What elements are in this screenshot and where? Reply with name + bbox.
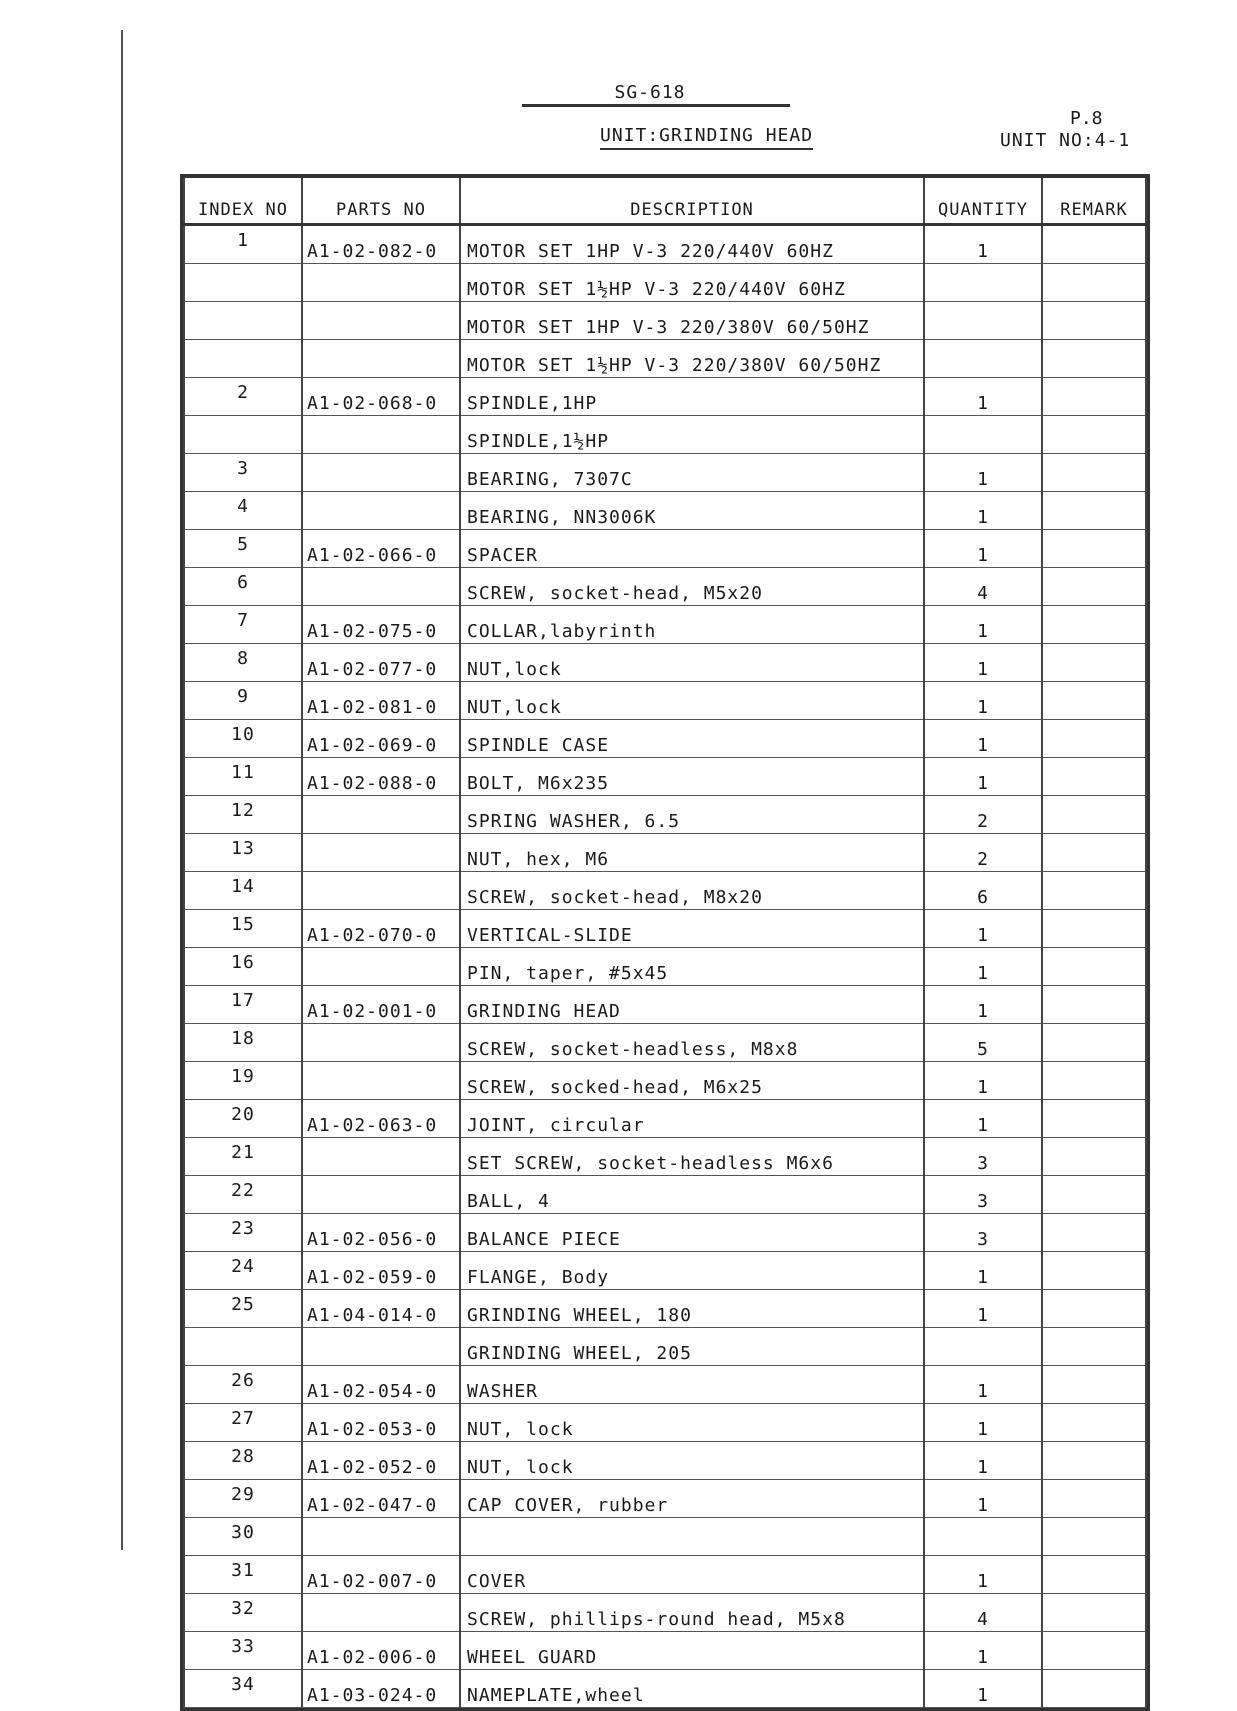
- column-header-index: INDEX NO: [184, 178, 302, 225]
- table-row: [184, 796, 1146, 834]
- quantity-cell: [924, 340, 1042, 378]
- unit-number: UNIT NO:4-1: [1000, 130, 1131, 151]
- parts-no-cell: A1-02-047-0: [302, 1480, 460, 1518]
- table-row: [184, 1100, 1146, 1138]
- parts-no-cell: A1-02-054-0: [302, 1366, 460, 1404]
- table-row: [184, 1176, 1146, 1214]
- remark-cell: [1042, 1176, 1146, 1214]
- description-cell: COLLAR,labyrinth: [460, 606, 924, 644]
- index-cell: 7: [184, 606, 302, 644]
- index-cell: 4: [184, 492, 302, 530]
- index-cell: 1: [184, 225, 302, 264]
- remark-cell: [1042, 1594, 1146, 1632]
- table-row: [184, 1252, 1146, 1290]
- description-cell: NAMEPLATE,wheel: [460, 1670, 924, 1708]
- parts-no-cell: [302, 834, 460, 872]
- index-cell: 12: [184, 796, 302, 834]
- index-cell: 33: [184, 1632, 302, 1670]
- index-cell: 13: [184, 834, 302, 872]
- remark-cell: [1042, 1442, 1146, 1480]
- table-row: [184, 834, 1146, 872]
- table-row: [184, 1670, 1146, 1708]
- description-cell: JOINT, circular: [460, 1100, 924, 1138]
- quantity-cell: 1: [924, 682, 1042, 720]
- remark-cell: [1042, 1062, 1146, 1100]
- parts-no-cell: A1-02-007-0: [302, 1556, 460, 1594]
- table-row: [184, 1366, 1146, 1404]
- table-row: [184, 416, 1146, 454]
- table-row: [184, 454, 1146, 492]
- remark-cell: [1042, 758, 1146, 796]
- table-row: [184, 872, 1146, 910]
- remark-cell: [1042, 1100, 1146, 1138]
- index-cell: 3: [184, 454, 302, 492]
- parts-no-cell: A1-02-056-0: [302, 1214, 460, 1252]
- unit-title: UNIT:GRINDING HEAD: [600, 125, 813, 150]
- quantity-cell: 4: [924, 568, 1042, 606]
- description-cell: NUT,lock: [460, 682, 924, 720]
- column-header-parts: PARTS NO: [302, 178, 460, 225]
- table-row: [184, 1214, 1146, 1252]
- index-cell: 32: [184, 1594, 302, 1632]
- table-row: [184, 720, 1146, 758]
- quantity-cell: 1: [924, 1670, 1042, 1708]
- table-row: [184, 682, 1146, 720]
- quantity-cell: 1: [924, 644, 1042, 682]
- remark-cell: [1042, 1556, 1146, 1594]
- parts-no-cell: [302, 796, 460, 834]
- description-cell: COVER: [460, 1556, 924, 1594]
- index-cell: [184, 302, 302, 340]
- column-header-description: DESCRIPTION: [460, 178, 924, 225]
- index-cell: 29: [184, 1480, 302, 1518]
- description-cell: SCREW, socket-head, M5x20: [460, 568, 924, 606]
- quantity-cell: 1: [924, 378, 1042, 416]
- index-cell: 30: [184, 1518, 302, 1556]
- description-cell: SCREW, socket-head, M8x20: [460, 872, 924, 910]
- remark-cell: [1042, 225, 1146, 264]
- table-row: [184, 568, 1146, 606]
- remark-cell: [1042, 606, 1146, 644]
- quantity-cell: 1: [924, 1480, 1042, 1518]
- index-cell: 10: [184, 720, 302, 758]
- parts-no-cell: [302, 948, 460, 986]
- remark-cell: [1042, 264, 1146, 302]
- index-cell: 25: [184, 1290, 302, 1328]
- remark-cell: [1042, 986, 1146, 1024]
- parts-no-cell: [302, 1062, 460, 1100]
- index-cell: 27: [184, 1404, 302, 1442]
- index-cell: 21: [184, 1138, 302, 1176]
- parts-no-cell: A1-04-014-0: [302, 1290, 460, 1328]
- description-cell: SCREW, phillips-round head, M5x8: [460, 1594, 924, 1632]
- description-cell: [460, 1518, 924, 1556]
- quantity-cell: 1: [924, 1062, 1042, 1100]
- quantity-cell: 3: [924, 1214, 1042, 1252]
- table-row: [184, 1290, 1146, 1328]
- remark-cell: [1042, 1480, 1146, 1518]
- quantity-cell: 1: [924, 986, 1042, 1024]
- quantity-cell: 1: [924, 606, 1042, 644]
- document-code-rule: [522, 104, 790, 107]
- index-cell: 24: [184, 1252, 302, 1290]
- index-cell: 15: [184, 910, 302, 948]
- quantity-cell: 1: [924, 910, 1042, 948]
- index-cell: 34: [184, 1670, 302, 1708]
- description-cell: BALL, 4: [460, 1176, 924, 1214]
- quantity-cell: 3: [924, 1176, 1042, 1214]
- parts-no-cell: A1-02-069-0: [302, 720, 460, 758]
- quantity-cell: [924, 302, 1042, 340]
- description-cell: SPACER: [460, 530, 924, 568]
- remark-cell: [1042, 1366, 1146, 1404]
- index-cell: 9: [184, 682, 302, 720]
- quantity-cell: 6: [924, 872, 1042, 910]
- parts-no-cell: A1-02-081-0: [302, 682, 460, 720]
- parts-no-cell: A1-02-052-0: [302, 1442, 460, 1480]
- index-cell: 14: [184, 872, 302, 910]
- column-header-quantity: QUANTITY: [924, 178, 1042, 225]
- table-row: [184, 910, 1146, 948]
- quantity-cell: [924, 416, 1042, 454]
- quantity-cell: 1: [924, 1556, 1042, 1594]
- remark-cell: [1042, 1024, 1146, 1062]
- index-cell: [184, 1328, 302, 1366]
- parts-no-cell: [302, 340, 460, 378]
- index-cell: [184, 340, 302, 378]
- description-cell: MOTOR SET 1HP V-3 220/440V 60HZ: [460, 225, 924, 264]
- remark-cell: [1042, 948, 1146, 986]
- parts-no-cell: A1-02-066-0: [302, 530, 460, 568]
- table-row: [184, 948, 1146, 986]
- table-row: [184, 644, 1146, 682]
- quantity-cell: 1: [924, 1366, 1042, 1404]
- table-row: [184, 1556, 1146, 1594]
- remark-cell: [1042, 834, 1146, 872]
- quantity-cell: 1: [924, 758, 1042, 796]
- page-number: P.8: [1070, 108, 1103, 129]
- index-cell: 23: [184, 1214, 302, 1252]
- description-cell: SPINDLE CASE: [460, 720, 924, 758]
- parts-no-cell: [302, 264, 460, 302]
- table-row: [184, 302, 1146, 340]
- remark-cell: [1042, 1290, 1146, 1328]
- index-cell: 16: [184, 948, 302, 986]
- quantity-cell: 1: [924, 1290, 1042, 1328]
- parts-no-cell: [302, 1024, 460, 1062]
- index-cell: 8: [184, 644, 302, 682]
- quantity-cell: 1: [924, 1442, 1042, 1480]
- index-cell: 11: [184, 758, 302, 796]
- binding-margin-line: [121, 30, 123, 1550]
- parts-no-cell: A1-02-059-0: [302, 1252, 460, 1290]
- parts-no-cell: A1-03-024-0: [302, 1670, 460, 1708]
- remark-cell: [1042, 530, 1146, 568]
- parts-no-cell: [302, 1518, 460, 1556]
- table-row: [184, 986, 1146, 1024]
- parts-no-cell: [302, 1138, 460, 1176]
- remark-cell: [1042, 910, 1146, 948]
- parts-no-cell: [302, 492, 460, 530]
- description-cell: GRINDING WHEEL, 205: [460, 1328, 924, 1366]
- table-row: [184, 1518, 1146, 1556]
- description-cell: SPRING WASHER, 6.5: [460, 796, 924, 834]
- description-cell: BEARING, NN3006K: [460, 492, 924, 530]
- remark-cell: [1042, 1670, 1146, 1708]
- parts-no-cell: A1-02-077-0: [302, 644, 460, 682]
- quantity-cell: 2: [924, 796, 1042, 834]
- parts-table-body: [184, 225, 1146, 1708]
- quantity-cell: 1: [924, 720, 1042, 758]
- description-cell: VERTICAL-SLIDE: [460, 910, 924, 948]
- table-row: [184, 1404, 1146, 1442]
- description-cell: PIN, taper, #5x45: [460, 948, 924, 986]
- description-cell: SCREW, socket-headless, M8x8: [460, 1024, 924, 1062]
- index-cell: 22: [184, 1176, 302, 1214]
- description-cell: NUT,lock: [460, 644, 924, 682]
- index-cell: 31: [184, 1556, 302, 1594]
- quantity-cell: [924, 1328, 1042, 1366]
- description-cell: MOTOR SET 1½HP V-3 220/380V 60/50HZ: [460, 340, 924, 378]
- quantity-cell: 1: [924, 948, 1042, 986]
- index-cell: 19: [184, 1062, 302, 1100]
- parts-no-cell: A1-02-088-0: [302, 758, 460, 796]
- description-cell: WHEEL GUARD: [460, 1632, 924, 1670]
- parts-no-cell: [302, 1176, 460, 1214]
- table-row: [184, 492, 1146, 530]
- table-row: [184, 1062, 1146, 1100]
- description-cell: SPINDLE,1HP: [460, 378, 924, 416]
- remark-cell: [1042, 1518, 1146, 1556]
- remark-cell: [1042, 568, 1146, 606]
- table-row: [184, 530, 1146, 568]
- table-row: [184, 758, 1146, 796]
- parts-table: [180, 174, 1150, 1711]
- quantity-cell: 1: [924, 454, 1042, 492]
- remark-cell: [1042, 492, 1146, 530]
- description-cell: NUT, lock: [460, 1442, 924, 1480]
- parts-no-cell: [302, 1328, 460, 1366]
- description-cell: GRINDING HEAD: [460, 986, 924, 1024]
- quantity-cell: [924, 264, 1042, 302]
- remark-cell: [1042, 416, 1146, 454]
- parts-no-cell: [302, 454, 460, 492]
- remark-cell: [1042, 340, 1146, 378]
- remark-cell: [1042, 1328, 1146, 1366]
- parts-no-cell: [302, 416, 460, 454]
- quantity-cell: 1: [924, 225, 1042, 264]
- table-row: [184, 1632, 1146, 1670]
- quantity-cell: 3: [924, 1138, 1042, 1176]
- remark-cell: [1042, 1252, 1146, 1290]
- table-row: [184, 1442, 1146, 1480]
- index-cell: 26: [184, 1366, 302, 1404]
- index-cell: 17: [184, 986, 302, 1024]
- remark-cell: [1042, 720, 1146, 758]
- remark-cell: [1042, 796, 1146, 834]
- quantity-cell: 1: [924, 1632, 1042, 1670]
- parts-no-cell: [302, 1594, 460, 1632]
- quantity-cell: [924, 1518, 1042, 1556]
- index-cell: 18: [184, 1024, 302, 1062]
- parts-no-cell: A1-02-006-0: [302, 1632, 460, 1670]
- quantity-cell: 1: [924, 530, 1042, 568]
- table-row: [184, 264, 1146, 302]
- remark-cell: [1042, 302, 1146, 340]
- parts-no-cell: A1-02-068-0: [302, 378, 460, 416]
- remark-cell: [1042, 378, 1146, 416]
- remark-cell: [1042, 1138, 1146, 1176]
- column-header-remark: REMARK: [1042, 178, 1146, 225]
- parts-no-cell: A1-02-053-0: [302, 1404, 460, 1442]
- index-cell: 2: [184, 378, 302, 416]
- table-header-row: [184, 178, 1146, 225]
- parts-no-cell: [302, 872, 460, 910]
- remark-cell: [1042, 1214, 1146, 1252]
- table-row: [184, 1480, 1146, 1518]
- remark-cell: [1042, 454, 1146, 492]
- index-cell: 20: [184, 1100, 302, 1138]
- table-row: [184, 1328, 1146, 1366]
- remark-cell: [1042, 682, 1146, 720]
- quantity-cell: 1: [924, 1100, 1042, 1138]
- parts-no-cell: A1-02-063-0: [302, 1100, 460, 1138]
- description-cell: SET SCREW, socket-headless M6x6: [460, 1138, 924, 1176]
- table-row: [184, 1138, 1146, 1176]
- table-row: [184, 606, 1146, 644]
- remark-cell: [1042, 872, 1146, 910]
- document-code: SG-618: [614, 82, 686, 103]
- index-cell: [184, 416, 302, 454]
- description-cell: MOTOR SET 1½HP V-3 220/440V 60HZ: [460, 264, 924, 302]
- index-cell: [184, 264, 302, 302]
- quantity-cell: 2: [924, 834, 1042, 872]
- index-cell: 5: [184, 530, 302, 568]
- parts-no-cell: A1-02-001-0: [302, 986, 460, 1024]
- parts-no-cell: [302, 302, 460, 340]
- description-cell: BEARING, 7307C: [460, 454, 924, 492]
- index-cell: 28: [184, 1442, 302, 1480]
- parts-no-cell: A1-02-082-0: [302, 225, 460, 264]
- quantity-cell: 1: [924, 1252, 1042, 1290]
- parts-no-cell: [302, 568, 460, 606]
- table-row: [184, 1024, 1146, 1062]
- description-cell: NUT, hex, M6: [460, 834, 924, 872]
- description-cell: SCREW, socked-head, M6x25: [460, 1062, 924, 1100]
- table-row: [184, 378, 1146, 416]
- remark-cell: [1042, 644, 1146, 682]
- quantity-cell: 4: [924, 1594, 1042, 1632]
- index-cell: 6: [184, 568, 302, 606]
- description-cell: BOLT, M6x235: [460, 758, 924, 796]
- description-cell: NUT, lock: [460, 1404, 924, 1442]
- table-row: [184, 225, 1146, 264]
- description-cell: BALANCE PIECE: [460, 1214, 924, 1252]
- remark-cell: [1042, 1404, 1146, 1442]
- table-row: [184, 340, 1146, 378]
- description-cell: GRINDING WHEEL, 180: [460, 1290, 924, 1328]
- quantity-cell: 1: [924, 1404, 1042, 1442]
- remark-cell: [1042, 1632, 1146, 1670]
- description-cell: SPINDLE,1½HP: [460, 416, 924, 454]
- description-cell: CAP COVER, rubber: [460, 1480, 924, 1518]
- parts-no-cell: A1-02-070-0: [302, 910, 460, 948]
- description-cell: FLANGE, Body: [460, 1252, 924, 1290]
- parts-no-cell: A1-02-075-0: [302, 606, 460, 644]
- description-cell: WASHER: [460, 1366, 924, 1404]
- description-cell: MOTOR SET 1HP V-3 220/380V 60/50HZ: [460, 302, 924, 340]
- quantity-cell: 5: [924, 1024, 1042, 1062]
- quantity-cell: 1: [924, 492, 1042, 530]
- table-row: [184, 1594, 1146, 1632]
